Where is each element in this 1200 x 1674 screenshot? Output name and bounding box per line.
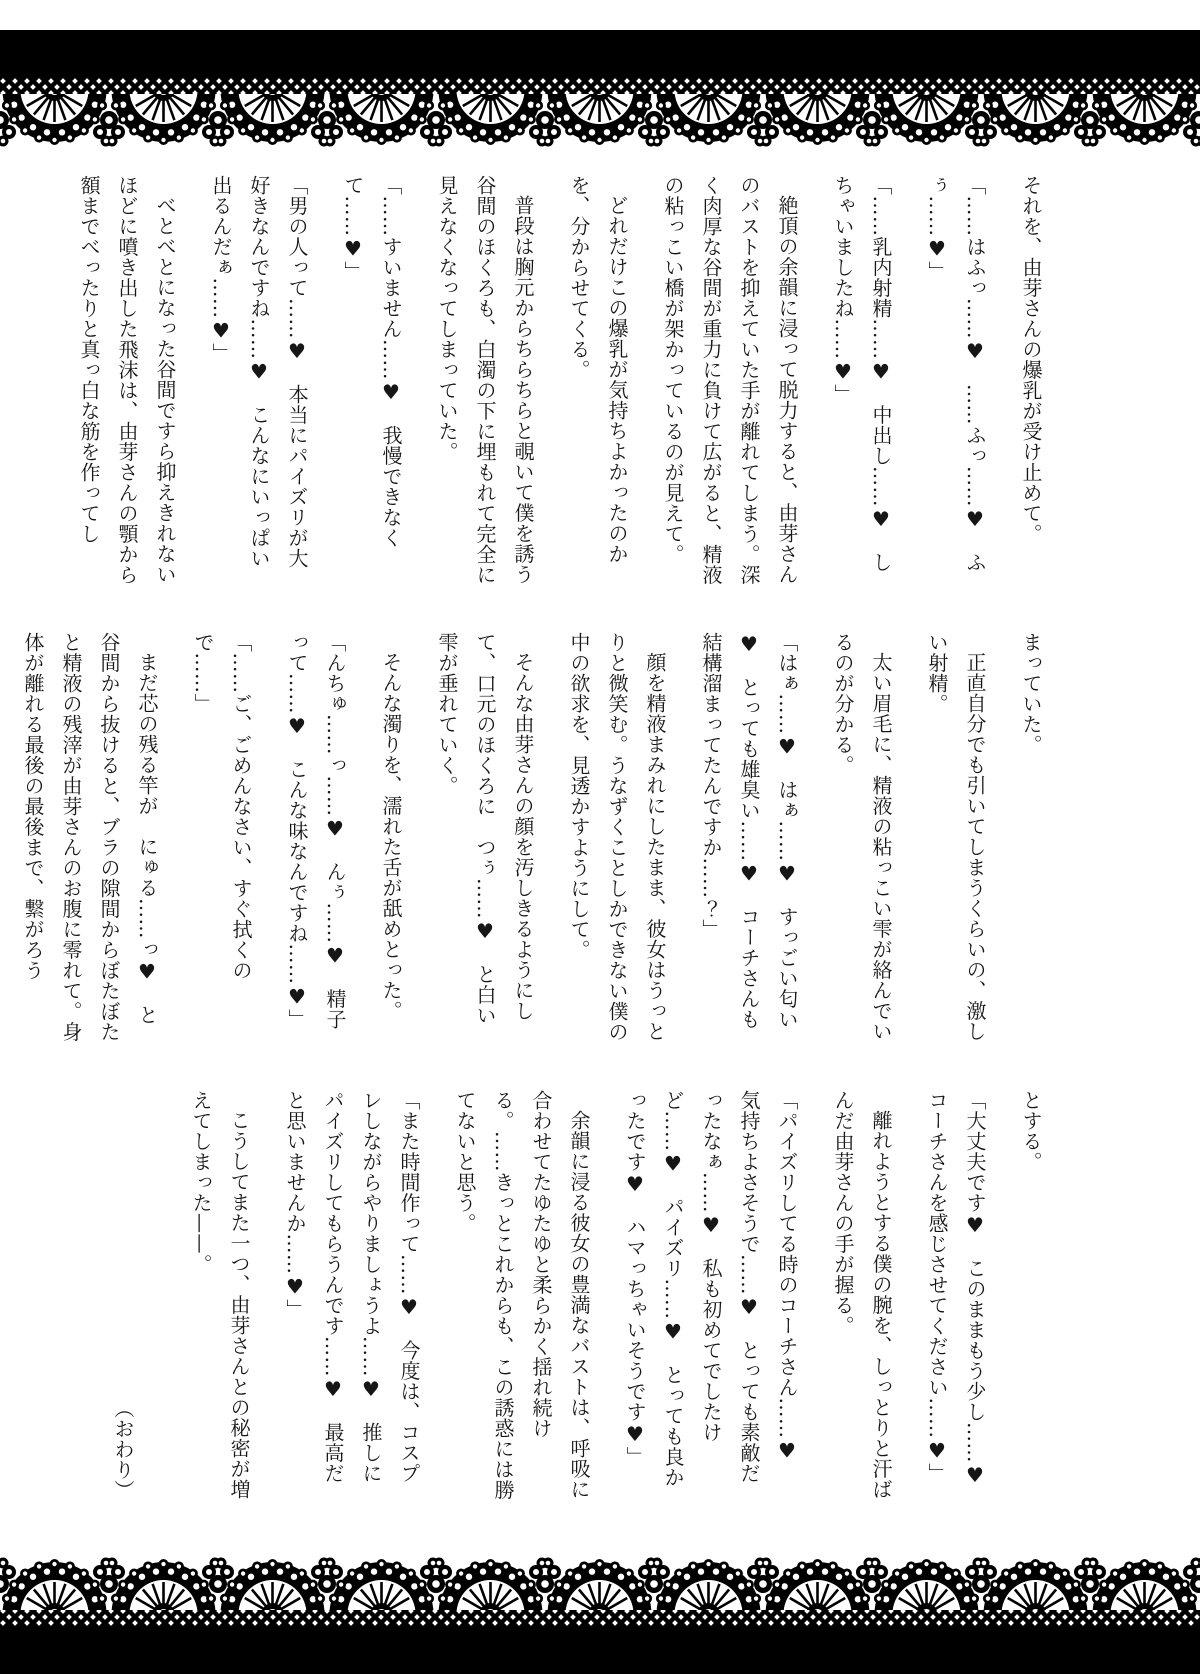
paragraph: 「……ご、ごめんなさい、すぐ拭くので……」 bbox=[191, 632, 253, 981]
paragraph: 「また時間作って……♥ 今度は、コスプレしながらやりましょうよ……♥ 推しにパイズリしてもらうんです……♥ 最高だと思いませんか……♥」 bbox=[283, 1090, 421, 1484]
paragraph: それを、由芽さんの爆乳が受け止めて。 bbox=[1019, 175, 1043, 544]
paragraph: まっていた。 bbox=[1019, 632, 1043, 755]
paragraph: 太い眉毛に、精液の粘っこい雫が絡んでいるのが分かる。 bbox=[831, 632, 893, 1042]
paragraph: 「パイズリしてる時のコーチさん……♥ 気持ちよさそうで……♥ とっても素敵だったなぁ……♥ 私も初めてでしたけど……♥ パイズリ……♥ とっても良かったです♥ ハマっちゃいそうです♥」 bbox=[623, 1090, 799, 1488]
paragraph: こうしてまた一つ、由芽さんとの秘密が増えてしまった——。 bbox=[189, 1090, 251, 1500]
paragraph: 「……はふっ……♥ ……ふっ……♥ ふぅ……♥」 bbox=[925, 175, 987, 573]
text-band-middle bbox=[14, 632, 1050, 1042]
paragraph: 普段は胸元からちらちらと覗いて僕を誘う谷間のほくろも、白濁の下に埋もれて完全に見えなくなってしまっていた。 bbox=[435, 175, 535, 585]
paragraph: 「……乳内射精……♥ 中出し……♥ しちゃいましたね……♥」 bbox=[831, 175, 893, 573]
paragraph: とする。 bbox=[1019, 1090, 1043, 1172]
paragraph: べとべとになった谷間ですら抑えきれないほどに噴き出した飛沫は、由芽さんの顎から額までべったりと真っ白な筋を作ってし bbox=[77, 175, 177, 585]
text-band-bottom bbox=[104, 1090, 1050, 1508]
paragraph: どれだけこの爆乳が気持ちよかったのかを、分からせてくる。 bbox=[567, 175, 629, 564]
paragraph: 顔を精液まみれにしたまま、彼女はうっとりと微笑む。うなずくことしかできない僕の中の欲求を、見透かすようにして。 bbox=[567, 632, 667, 1042]
paragraph: 「大丈夫です♥ このままもう少し……♥ コーチさんを感じさせてください……♥」 bbox=[925, 1090, 987, 1508]
paragraph: 「んちゅ……っ……♥ んぅ……♥ 精子って……♥ こんな味なんですね……♥」 bbox=[285, 632, 347, 1030]
paragraph: そんな由芽さんの顔を汚しきるようにして、口元のほくろに つぅ……♥ と白い雫が垂れていく。 bbox=[435, 632, 535, 1026]
paragraph: 余韻に浸る彼女の豊満なバストは、呼吸に合わせてたゆたゆと柔らかく揺れ続ける。……きっとこれからも、この誘惑には勝てないと思う。 bbox=[453, 1090, 591, 1500]
paragraph: そんな濁りを、濡れた舌が舐めとった。 bbox=[379, 652, 403, 1021]
lace-border-bottom bbox=[0, 1556, 1200, 1674]
paragraph: まだ芯の残る竿が にゅる……っ♥ と谷間から抜けると、ブラの隙間からぼたぼたと精液の残滓が由芽さんのお腹に零れて。身体が離れる最後の最後まで、繋がろう bbox=[21, 632, 159, 1042]
paragraph: 離れようとする僕の腕を、しっとりと汗ばんだ由芽さんの手が握る。 bbox=[831, 1090, 893, 1500]
paragraph: 正直自分でも引いてしまうくらいの、激しい射精。 bbox=[925, 632, 987, 1042]
paragraph: 「男の人って……♥ 本当にパイズリが大好きなんですね……♥ こんなにいっぱい出るんだぁ……♥」 bbox=[209, 175, 309, 569]
text-band-top bbox=[70, 175, 1050, 585]
paragraph: 「はぁ……♥ はぁ……♥ すっごい匂い♥ とっても雄臭い……♥ コーチさんも結構溜まってたんですか……？」 bbox=[699, 632, 799, 1030]
paragraph: （おわり） bbox=[111, 1397, 135, 1500]
paragraph: 絶頂の余韻に浸って脱力すると、由芽さんのバストを抑えていた手が離れてしまう。深く肉厚な谷間が重力に負けて広がると、精液の粘っこい橋が架かっているのが見えて。 bbox=[661, 175, 799, 585]
lace-border-top bbox=[0, 30, 1200, 148]
paragraph: 「……すいません……♥ 我慢できなくて……♥」 bbox=[341, 175, 403, 548]
